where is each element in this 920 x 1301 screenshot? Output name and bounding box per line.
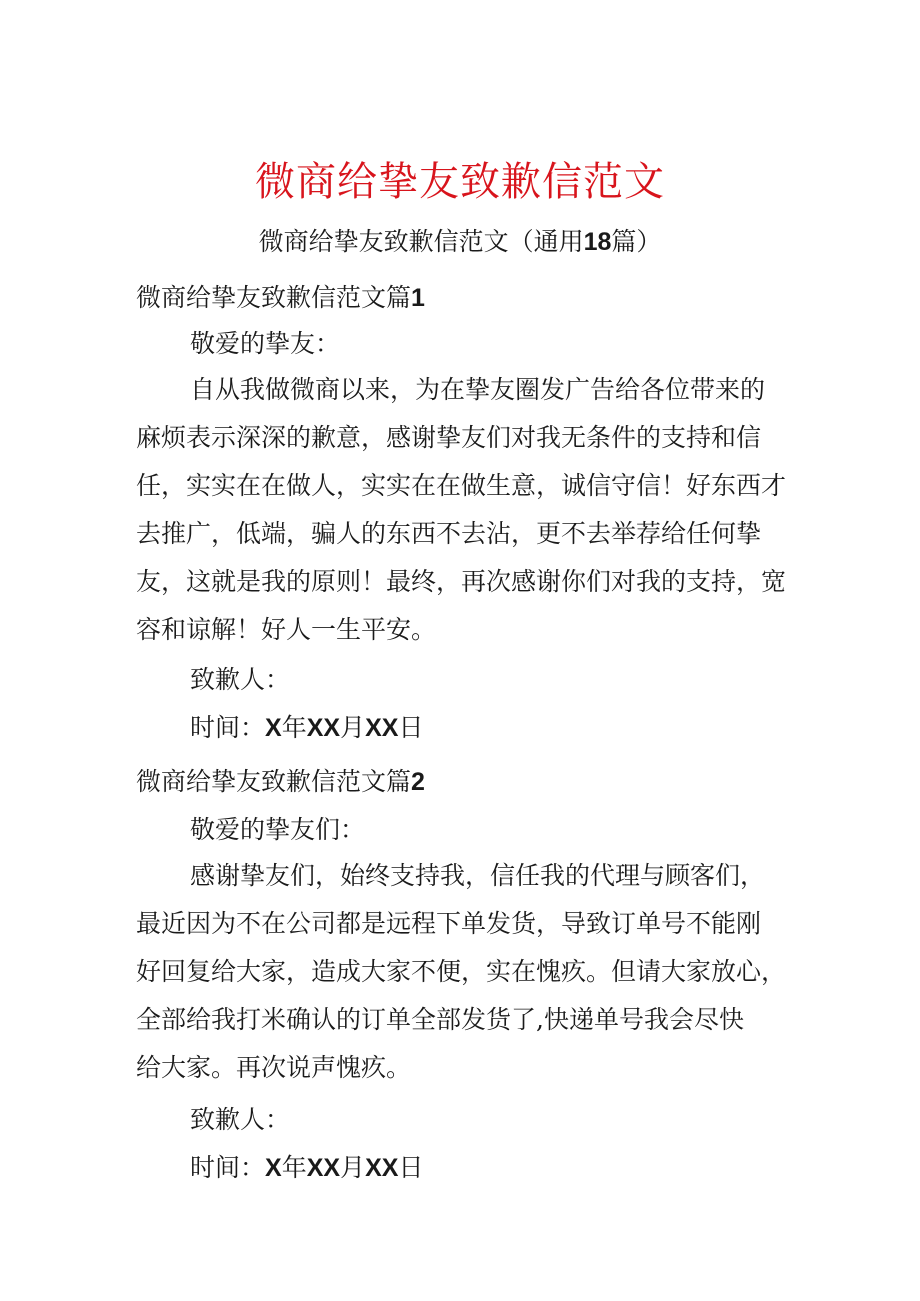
body-line: 最近因为不在公司都是远程下单发货，导致订单号不能刚 (136, 909, 762, 938)
time-year-value: X (265, 714, 282, 742)
section-heading-1 (136, 280, 425, 316)
time-label: 时间： (190, 1153, 266, 1182)
time-day-value: XX (365, 714, 399, 742)
signer-label-1: 致歉人： (190, 665, 291, 694)
time-day-value: XX (365, 1154, 399, 1182)
time-year-unit: 年 (281, 1153, 307, 1182)
body-line: 自从我做微商以来，为在挚友圈发广告给各位带来的 (190, 375, 766, 404)
date-line-2 (190, 1150, 423, 1186)
body-line: 感谢挚友们，始终支持我，信任我的代理与顾客们， (190, 861, 766, 890)
subtitle-text: 微商给挚友致歉信范文（通用 (258, 227, 584, 256)
section-heading-text: 微商给挚友致歉信范文篇 (136, 767, 412, 796)
time-label: 时间： (190, 713, 266, 742)
section-heading-text: 微商给挚友致歉信范文篇 (136, 283, 412, 312)
section-heading-number: 2 (411, 768, 425, 796)
time-month-unit: 月 (340, 713, 366, 742)
time-month-value: XX (306, 714, 341, 742)
time-year-unit: 年 (281, 713, 307, 742)
time-day-unit: 日 (398, 1153, 424, 1182)
body-line: 好回复给大家，造成大家不便，实在愧疚。但请大家放心， (136, 957, 787, 986)
body-paragraph-2 (136, 852, 796, 1092)
salutation-1: 敬爱的挚友： (190, 329, 341, 358)
document-subtitle (0, 224, 920, 260)
body-line: 友，这就是我的原则！最终，再次感谢你们对我的支持，宽 (136, 567, 787, 596)
subtitle-count: 18 (583, 228, 612, 256)
section-heading-2 (136, 764, 425, 800)
body-line: 容和谅解！好人一生平安。 (136, 615, 437, 644)
salutation-2: 敬爱的挚友们： (190, 815, 366, 844)
time-month-value: XX (306, 1154, 341, 1182)
body-line: 麻烦表示深深的歉意，感谢挚友们对我无条件的支持和信 (136, 423, 762, 452)
time-year-value: X (265, 1154, 282, 1182)
section-heading-number: 1 (411, 284, 425, 312)
signer-label-2: 致歉人： (190, 1105, 291, 1134)
document-title: 微商给挚友致歉信范文 (255, 159, 665, 205)
date-line-1 (190, 710, 423, 746)
subtitle-suffix: 篇） (611, 227, 662, 256)
body-paragraph-1 (136, 366, 796, 654)
time-month-unit: 月 (340, 1153, 366, 1182)
time-day-unit: 日 (398, 713, 424, 742)
body-line: 去推广，低端，骗人的东西不去沾，更不去举荐给任何挚 (136, 519, 762, 548)
body-line: 任，实实在在做人，实实在在做生意，诚信守信！好东西才 (136, 471, 787, 500)
body-line: 全部给我打米确认的订单全部发货了,快递单号我会尽快 (136, 1005, 744, 1034)
body-line: 给大家。再次说声愧疚。 (136, 1053, 412, 1082)
